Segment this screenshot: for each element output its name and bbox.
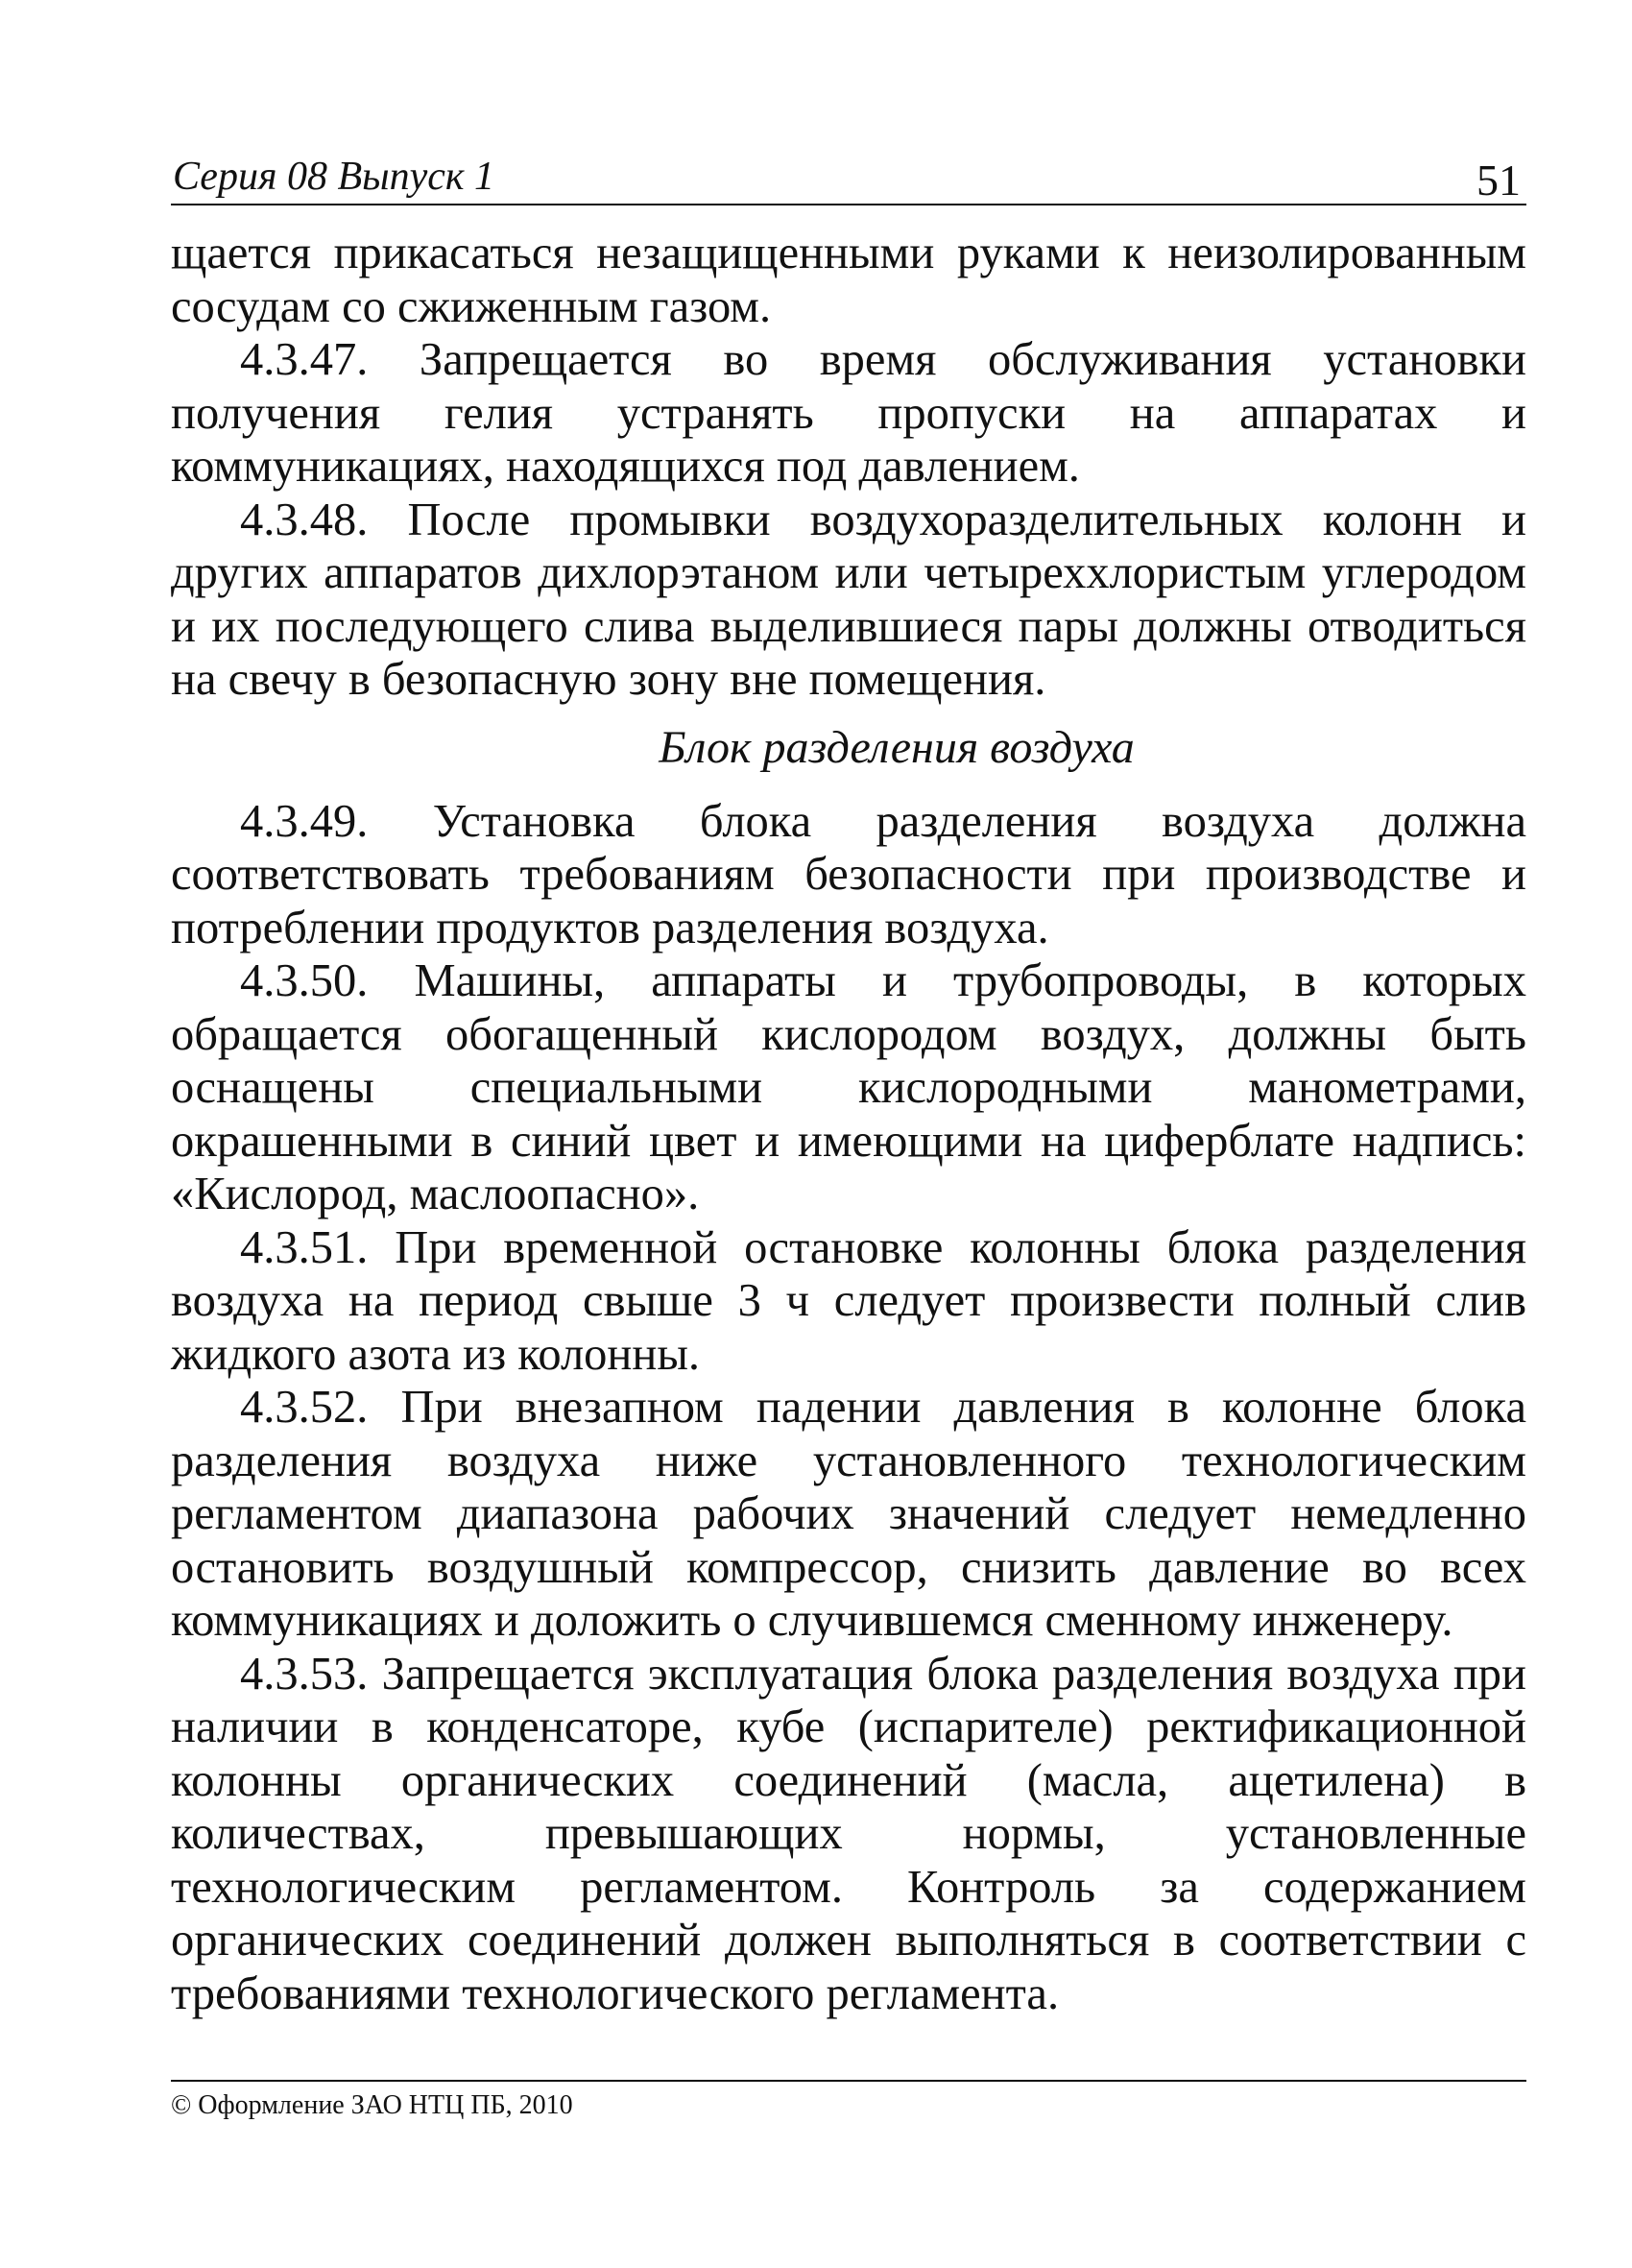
paragraph-4-3-50: 4.3.50. Машины, аппараты и трубопроводы, в которых обращается обогащенный кислородом воздух, должны быть оснащены специальными кислородными манометрами, окрашенными в синий цвет и имеющими на циферблате надпись: «Кислород, маслоопасно». [171, 955, 1526, 1219]
paragraph-continued: щается прикасаться незащищенными руками к неизолированным сосудам со сжиженным газом. [171, 228, 1526, 332]
running-header [171, 154, 1526, 205]
paragraph-4-3-49: 4.3.49. Установка блока разделения воздуха должна соответствовать требованиям безопасности при производстве и потреблении продуктов разделения воздуха. [171, 795, 1526, 953]
copyright-notice: © Оформление ЗАО НТЦ ПБ, 2010 [171, 2090, 573, 2120]
document-page [171, 154, 1526, 2020]
paragraph-4-3-52: 4.3.52. При внезапном падении давления в колонне блока разделения воздуха ниже установленного технологическим регламентом диапазона рабочих значений следует немедленно остановить воздушный компрессор, снизить давление во всех коммуникациях и доложить о случившемся сменному инженеру. [171, 1382, 1526, 1646]
paragraph-4-3-53: 4.3.53. Запрещается эксплуатация блока разделения воздуха при наличии в конденсаторе, кубе (испарителе) ректификационной колонны органических соединений (масла, ацетилена) в количествах, превышающих нормы, установленные технологическим регламентом. Контроль за содержанием органических соединений должен выполняться в соответствии с требованиями технологического регламента. [171, 1648, 1526, 2019]
series-label: Серия 08 Выпуск 1 [173, 155, 494, 199]
section-title: Блок разделения воздуха [659, 721, 1135, 773]
paragraph-4-3-47: 4.3.47. Запрещается во время обслуживания установки получения гелия устранять пропуски на аппаратах и коммуникациях, находящихся под давлением. [171, 334, 1526, 492]
paragraph-4-3-48: 4.3.48. После промывки воздухоразделительных колонн и других аппаратов дихлорэтаном или четыреххлористым углеродом и их последующего слива выделившиеся пары должны отводиться на свечу в безопасную зону вне помещения. [171, 494, 1526, 705]
body-text [171, 227, 1526, 2020]
page-number: 51 [1476, 156, 1521, 205]
page-footer [171, 2080, 1526, 2122]
paragraph-4-3-51: 4.3.51. При временной остановке колонны блока разделения воздуха на период свыше 3 ч следует произвести полный слив жидкого азота из колонны. [171, 1221, 1526, 1380]
